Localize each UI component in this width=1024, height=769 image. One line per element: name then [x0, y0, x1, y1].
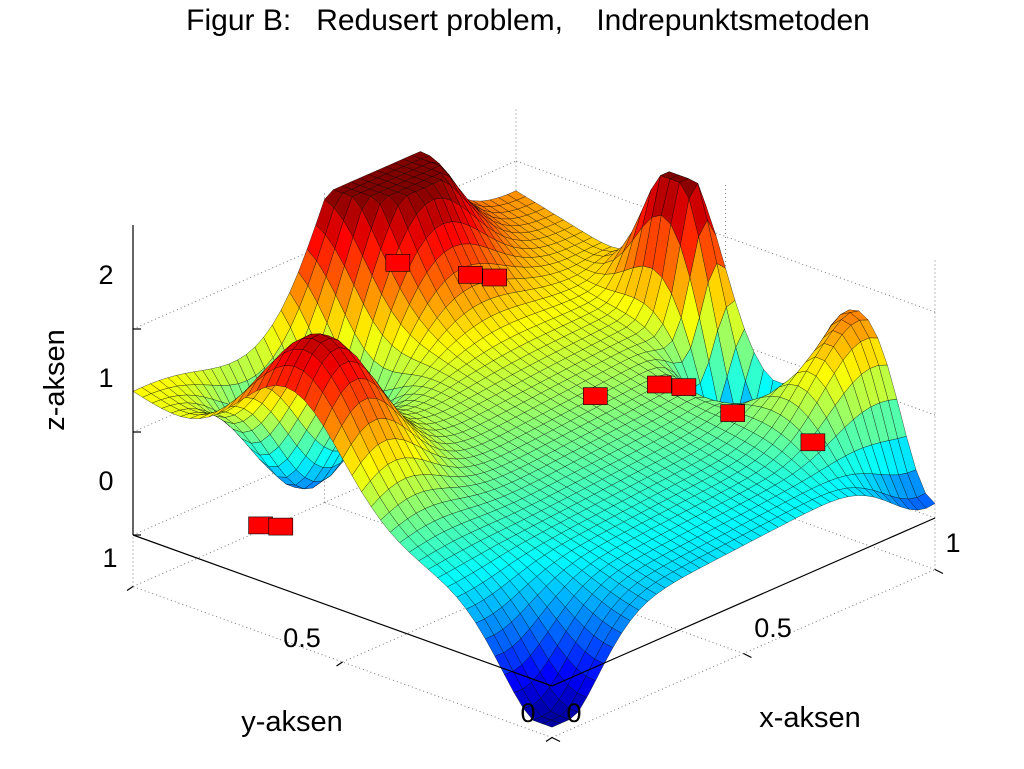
marker-point [672, 379, 696, 396]
tick-mark [552, 738, 560, 742]
marker-point [647, 376, 671, 393]
z-tick-label: 2 [98, 260, 114, 290]
marker-point [269, 518, 293, 535]
marker-point [721, 405, 745, 422]
y-tick-label: 0.5 [283, 623, 321, 653]
tick-mark [935, 570, 943, 574]
z-tick-label: 1 [98, 363, 114, 393]
tick-mark [127, 587, 133, 591]
x-tick-label: 1 [945, 528, 961, 558]
x-axis-label: x-aksen [759, 702, 861, 734]
chart-title: Figur B: Redusert problem, Indrepunktsmetoden [186, 4, 870, 37]
y-tick-label: 0 [520, 698, 536, 728]
y-tick-label: 1 [102, 543, 118, 573]
tick-mark [337, 662, 343, 666]
z-tick-label: 0 [98, 466, 114, 496]
marker-point [386, 254, 410, 271]
x-tick-label: 0.5 [754, 613, 792, 643]
z-axis-label: z-aksen [39, 329, 71, 431]
marker-point [583, 388, 607, 405]
marker-point [483, 269, 507, 286]
y-axis-label: y-aksen [241, 706, 343, 738]
tick-mark [744, 654, 752, 658]
x-tick-label: 0 [566, 698, 582, 728]
tick-mark [546, 738, 552, 742]
marker-point [458, 266, 482, 283]
marker-point [801, 434, 825, 451]
